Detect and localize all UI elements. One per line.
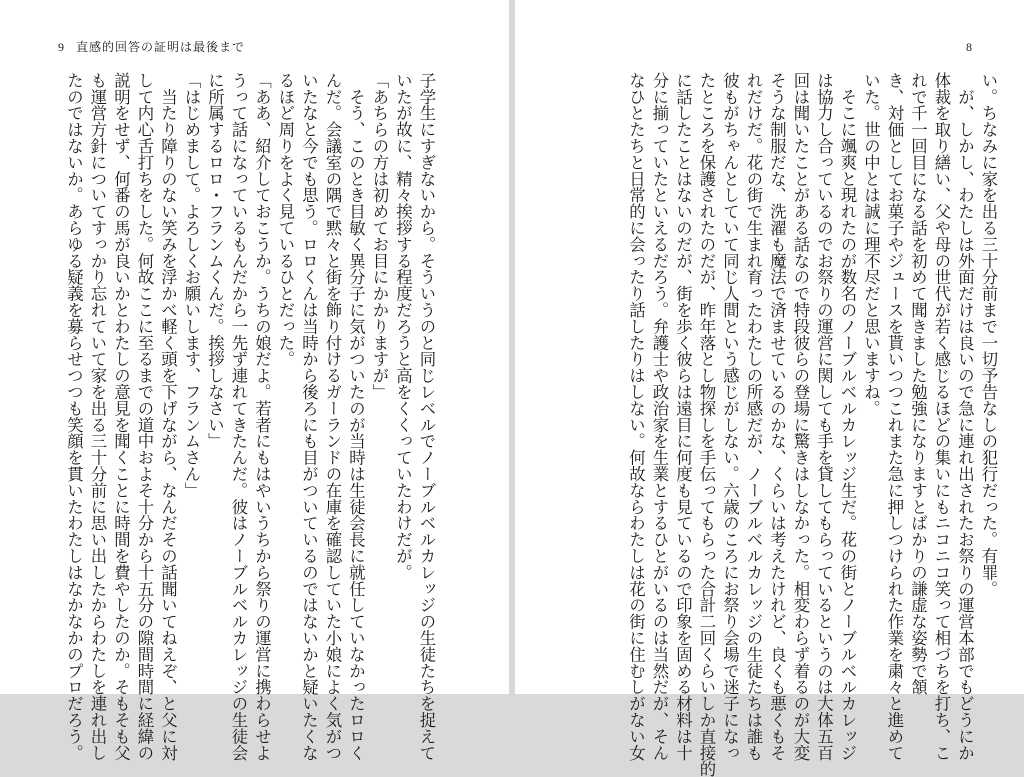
text-column: たのではないか。あらゆる疑義を募らせつつも笑顔を貫いたわたしはなかなかのプロだろう。 [64,72,84,761]
text-column: れで千一回目になる話を初めて聞きました勉強になりますとばかりの謙虚な姿勢で頷 [908,72,928,696]
text-column: れだけだ。花の街で生まれ育ったわたしの所感だが、ノーブルベルカレッジの生徒たちは誰も [744,72,763,761]
text-column: なひとたちと日常的に会ったり話したりはしない。何故ならわたしは花の街に住むしがない女 [626,72,646,761]
text-column: して内心舌打ちをした。何故ここに至るまでの道中およそ十分から十五分の隙間時間に経緯の [135,72,154,761]
text-column: そこに颯爽と現れたのが数名のノーブルベルカレッジ生だ。花の街とノーブルベルカレッジ [838,72,857,761]
text-column: は協力し合っているのでお祭りの運営に関しても手を貸してもらっているというのは大体五百 [814,72,834,761]
text-column: が、しかし、わたしは外面だけは良いので急に連れ出されたお祭りの運営本部でもどうにか [955,72,975,761]
text-column: 「ああ、紹介しておこうか。うちの娘だよ。若者にもはやいうちから祭りの運営に携わらせよ [252,72,272,761]
text-column: たところを保護されたのだが、昨年落とし物探しを手伝ってもらった合計二回くらいしか直接的 [697,72,716,777]
left-page [0,0,509,761]
text-column: き、対価としてお菓子やジュースを貰いつつこれまた急に押しつけられた作業を粛々と進めて [885,72,904,761]
text-column: い。ちなみに家を出る三十分前まで一切予告なしの犯行だった。有罪。 [979,72,998,597]
text-column: 「はじめまして。よろしくお願いします、フランムさん」 [182,72,201,499]
text-column: 当たり障りのない笑みを浮かべ軽く頭を下げながら、なんだその話聞いてねえぞ、と父に対 [158,72,178,761]
text-column: いたが故に、精々挨拶する程度だろうと高をくくっていたわけだが。 [393,72,413,581]
page-number: 8 [966,40,972,54]
right-page [515,0,1024,777]
text-column: 体裁を取り繕い、父や母の世代が若く感じるほどの集いにもニコニコ笑って相づちを打ち、こ [932,72,951,761]
text-column: そう、このとき目敏く異分子に気がついたのが当時は生徒会長に就任していなかったロロく [346,72,366,761]
text-column: 説明をせず、何番の馬が良いかとわたしの意見を聞くことに時間を費やしたのか。そもそも父 [111,72,131,761]
text-column: んだ。会議室の隅で黙々と街を飾り付けるガーランドの在庫を確認していた小娘によく気がつ [323,72,342,761]
page-number: 9 [58,40,64,54]
page-body-text [622,72,1000,777]
text-column: に話したことはないのだが、街を歩く彼らは遠目に何度も見ているので印象を固める材料は十 [673,72,693,761]
text-column: 回は聞いたことがある話なので特段彼らの登場に驚きはしなかった。相変わらず着るのが大変 [791,72,810,761]
text-column: るほど周りをよく見ているひとだった。 [276,72,295,368]
text-column: 「あちらの方は初めてお目にかかりますが」 [370,72,389,400]
page-body-text [60,72,438,761]
text-column: うって話になっているもんだから一先ず連れてきたんだ。彼はノーブルベルカレッジの生徒会 [229,72,248,761]
text-column: いたなと今でも思う。ロロくんは当時から後ろにも目がついているのではないかと疑いたくな [299,72,319,761]
text-column: そうな制服だな、洗濯も魔法で済ませているのかな、くらいは考えたけれど、良くも悪くもそ [767,72,787,761]
text-column: 分に揃っていたといえるだろう。弁護士や政治家を生業とするひとがいるのは当然だが、そん [650,72,669,761]
text-column: 子学生にすぎないから。そういうのと同じレベルでノーブルベルカレッジの生徒たちを捉えて [417,72,436,761]
running-header: 直感的回答の証明は最後まで [76,40,246,54]
text-column: も運営方針についてすっかり忘れていて家を出る三十分前に思い出したからわたしを連れ出し [88,72,107,761]
text-column: 彼もがちゃんとしていて同じ人間という感じがしない。六歳のころにお祭り会場で迷子になっ [720,72,740,761]
text-column: に所属するロロ・フランムくんだ。挨拶しなさい」 [205,72,225,450]
text-column: いた。世の中とは誠に理不尽だと思いますね。 [861,72,881,417]
